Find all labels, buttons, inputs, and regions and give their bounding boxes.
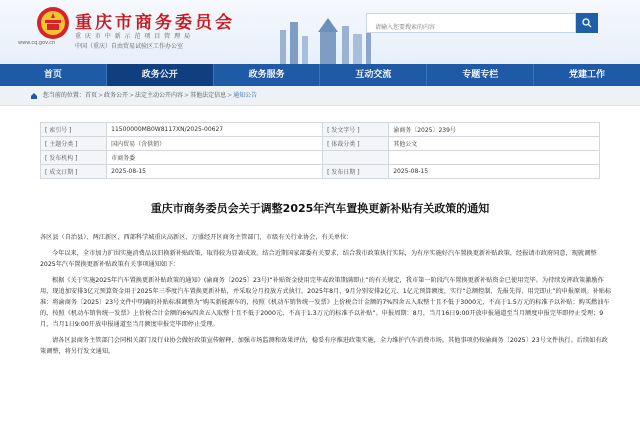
site-subtitle-2: 中国（重庆）自由贸易试验区工作办公室 <box>75 43 184 50</box>
article-paragraph: 请各区县商务主管部门会同相关部门及行业协会做好政策宣传解释，加强市场监测和效果评估，稳妥有序推进政策实施，全力维护汽车消费市场。其他事项仍按渝商务〔2025〕23号文件执行。后续如有政策调整，将另行发文通知。 <box>40 337 608 355</box>
breadcrumb-separator: > <box>129 92 135 99</box>
article-paragraph: 今年以来，全市加力扩围实施消费品以旧换新补贴政策，取得较为显著成效。结合近期国家部委有关要求，结合我市政策执行实际，为有序实施好汽车置换更新补贴政策，经报请市政府同意，现就调整2025年汽车置换更新补贴政策有关事项通知如下： <box>40 250 597 268</box>
article-title: 重庆市商务委员会关于调整2025年汽车置换更新补贴有关政策的通知 <box>150 202 490 215</box>
doc-no-value: 渝商务〔2025〕239号 <box>389 123 600 137</box>
article-salutation: 各区县（自治县）、两江新区、西部科学城重庆高新区、万盛经开区商务主管部门，市级有关行业协会，有关单位： <box>40 234 353 241</box>
article-body <box>40 232 612 362</box>
site-url: www.cq.gov.cn <box>18 40 56 46</box>
emblem-icon <box>36 6 70 40</box>
nav-item-gov-affairs[interactable]: 政务公开 <box>107 64 214 86</box>
site-subtitle: 重 庆 市 中 新 示 范 项 目 管 理 局 <box>75 33 191 40</box>
search-button[interactable] <box>576 13 598 33</box>
breadcrumb-link-statutory[interactable]: 法定主动公开内容 <box>135 92 184 99</box>
blank-label <box>323 151 389 165</box>
main-nav <box>0 64 640 86</box>
form-label: [ 体裁分类 ] <box>323 137 389 151</box>
document-info-table <box>40 122 600 179</box>
breadcrumb-link-notices[interactable]: 通知公告 <box>233 92 258 99</box>
skyline-decoration-icon <box>270 2 380 64</box>
issuer-label: [ 发布机构 ] <box>41 151 107 165</box>
breadcrumb-separator: > <box>184 92 190 99</box>
created-date-label: [ 成文日期 ] <box>41 165 107 179</box>
site-header <box>0 0 640 64</box>
breadcrumb <box>0 86 640 106</box>
issuer-value: 市商务委 <box>107 151 323 165</box>
breadcrumb-link-home[interactable]: 首页 <box>84 92 97 99</box>
info-row <box>41 165 600 179</box>
breadcrumb-prefix: 您当前的位置： <box>42 92 85 99</box>
breadcrumb-link-other-info[interactable]: 其他法定信息 <box>190 92 227 99</box>
search-box <box>366 13 576 33</box>
search-input[interactable] <box>367 19 560 37</box>
home-icon <box>30 92 38 100</box>
nav-item-party-building[interactable]: 党建工作 <box>569 70 606 80</box>
site-title[interactable]: 重庆市商务委员会 <box>75 13 235 33</box>
index-value: 11500000MB0W8117XN/2025-00627 <box>107 123 323 137</box>
index-label: [ 索引号 ] <box>41 123 107 137</box>
article-paragraph: 根据《关于实施2025年汽车置换更新补贴政策的通知》(渝商务〔2025〕23号)“补贴资金使用完毕或政策期满即止”的有关规定，我市第一阶段汽车置换更新补贴资金已使用完毕。为持续发挥政策激励作用，现追加安排3亿元预算资金用于2025年三季度汽车置换更新补贴，并采取分月投放方式执行。2025年8月、9月分别安排2亿元、1亿元预算额度，实行“总额控制、先报先得、用完即止”的申报原则。补贴标准：将渝商务〔2025〕23号文件中明确的补贴标准调整为“购买新能源车的，按照《机动车销售统一发票》上价税合计金额的7%四舍五入取整十且不低于3000元、不高于1.5万元的标准予以补贴；购买燃油车的，按照《机动车销售统一发票》上价税合计金额的6%四舍五入取整十且不低于2000元、不高于1.3万元的标准予以补贴”。申报周期：8月，当月16日9:00开放申报通道至当月额度申报完毕即停止受理；9月，当月1日9:00开放申报通道至当月额度申报完毕即停止受理。 <box>40 277 612 328</box>
breadcrumb-link-gov-affairs[interactable]: 政务公开 <box>103 92 128 99</box>
info-row <box>41 137 600 151</box>
published-date-label: [ 发布日期 ] <box>323 165 389 179</box>
nav-item-home[interactable]: 首页 <box>0 64 107 86</box>
topic-value: 国内贸易（含供销） <box>107 137 323 151</box>
topic-label: [ 主题分类 ] <box>41 137 107 151</box>
breadcrumb-separator: > <box>227 92 233 99</box>
blank-value <box>389 151 600 165</box>
nav-item-interaction[interactable]: 互动交流 <box>320 64 427 86</box>
nav-item-special-topics[interactable]: 专题专栏 <box>427 64 534 86</box>
form-value: 其他公文 <box>389 137 600 151</box>
search-icon <box>582 18 592 28</box>
info-row <box>41 151 600 165</box>
nav-item-gov-services[interactable]: 政务服务 <box>214 64 321 86</box>
created-date-value: 2025-08-15 <box>107 165 323 179</box>
info-row <box>41 123 600 137</box>
published-date-value: 2025-08-15 <box>389 165 600 179</box>
breadcrumb-separator: > <box>97 92 103 99</box>
doc-no-label: [ 发文字号 ] <box>323 123 389 137</box>
